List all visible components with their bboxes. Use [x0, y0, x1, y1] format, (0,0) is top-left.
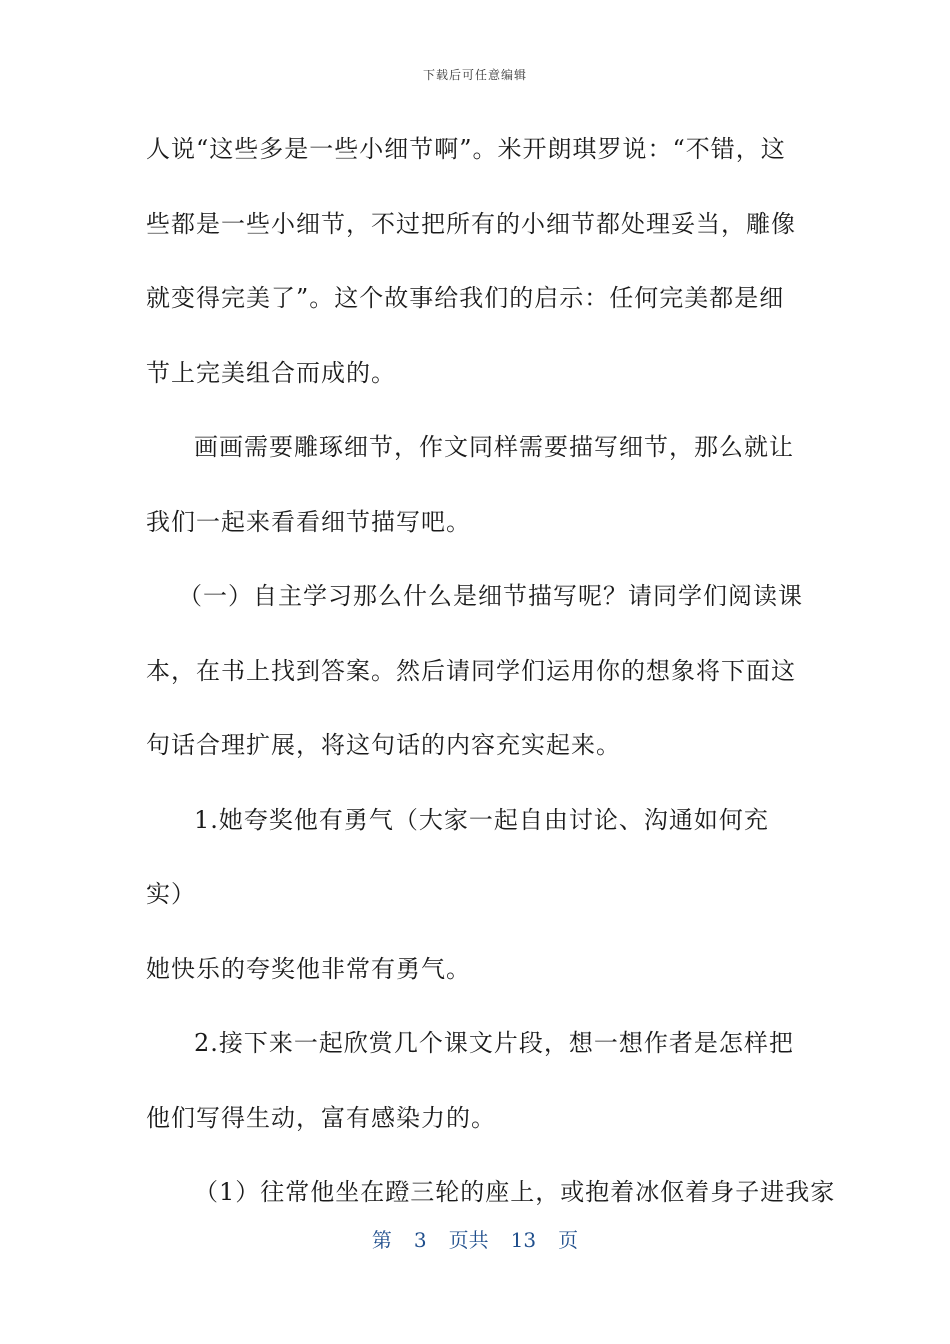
footer-total-pages: 13 — [510, 1228, 537, 1252]
page-footer — [0, 1224, 950, 1253]
footer-prefix: 第 — [371, 1228, 392, 1252]
paragraph-story-conclusion: 人说“这些多是一些小细节啊”。米开朗琪罗说：“不错，这些都是一些小细节，不过把所有的小细节都处理妥当，雕像就变得完美了”。这个故事给我们的启示：任何完美都是细节上完美组合而成的。 — [146, 135, 796, 387]
document-body — [146, 112, 836, 1230]
footer-page-number: 3 — [413, 1228, 427, 1252]
paragraph-intro-detail: 画画需要雕琢细节，作文同样需要描写细节，那么就让我们一起来看看细节描写吧。 — [146, 433, 794, 536]
footer-suffix: 页 — [558, 1228, 579, 1252]
paragraph-item-1-example: 她快乐的夸奖他非常有勇气。 — [146, 954, 471, 983]
paragraph-item-1: 1.她夸奖他有勇气（大家一起自由讨论、沟通如何充实） — [146, 805, 769, 908]
page-header-note: 下载后可任意编辑 — [422, 68, 527, 82]
paragraph-item-2: 2.接下来一起欣赏几个课文片段，想一想作者是怎样把他们写得生动，富有感染力的。 — [146, 1029, 794, 1132]
footer-middle: 页共 — [448, 1228, 489, 1252]
paragraph-self-study: （一）自主学习那么什么是细节描写呢？请同学们阅读课本，在书上找到答案。然后请同学们运用你的想象将下面这句话合理扩展，将这句话的内容充实起来。 — [146, 582, 803, 759]
paragraph-excerpt-1: （1）往常他坐在蹬三轮的座上，或抱着冰伛着身子进我家 — [194, 1178, 836, 1206]
